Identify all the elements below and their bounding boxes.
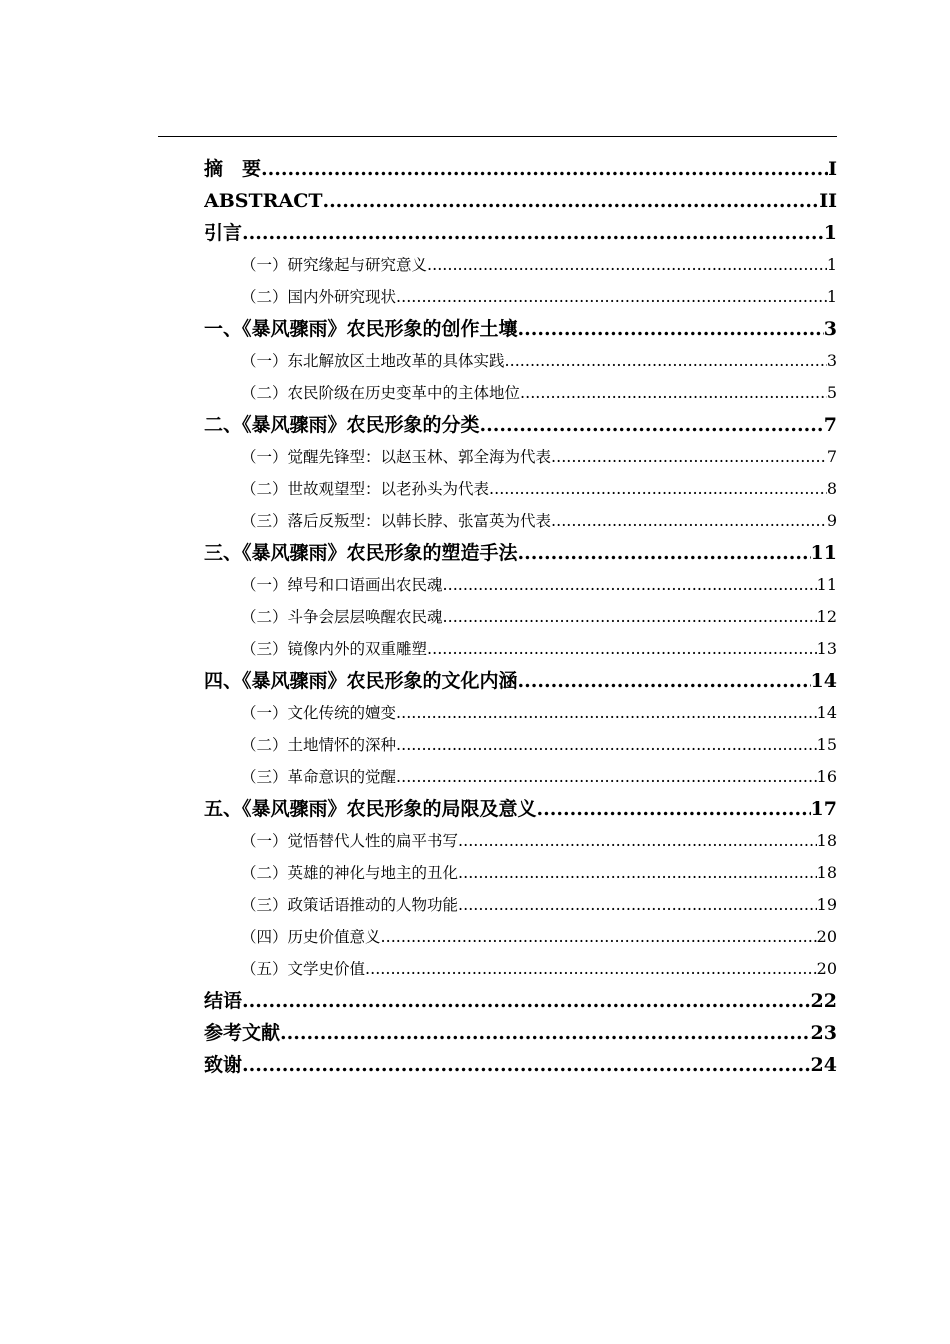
- toc-entry-page-number: 13: [816, 639, 837, 658]
- toc-entry-title: （一）研究缘起与研究意义: [241, 256, 428, 274]
- toc-leader-dots: [381, 921, 817, 953]
- toc-entry-section[interactable]: [204, 377, 837, 409]
- toc-entry-page-number: I: [828, 158, 837, 180]
- toc-entry-chapter[interactable]: [204, 1049, 837, 1081]
- toc-entry-section[interactable]: [204, 505, 837, 537]
- toc-entry-page-number: 5: [826, 383, 837, 402]
- toc-leader-dots: [242, 985, 811, 1017]
- toc-entry-page-number: 1: [826, 255, 837, 274]
- toc-entry-title: （五）文学史价值: [241, 960, 366, 978]
- toc-entry-page-number: 18: [816, 831, 837, 850]
- toc-leader-dots: [396, 281, 827, 313]
- toc-entry-page-number: 12: [816, 607, 837, 626]
- toc-entry-page-number: 9: [826, 511, 837, 530]
- toc-entry-section[interactable]: [204, 249, 837, 281]
- toc-entry-section[interactable]: [204, 569, 837, 601]
- toc-entry-section[interactable]: [204, 825, 837, 857]
- toc-entry-title: （一）觉醒先锋型：以赵玉林、郭全海为代表: [241, 448, 552, 466]
- toc-entry-chapter[interactable]: [204, 665, 837, 697]
- toc-entry-chapter[interactable]: [204, 793, 837, 825]
- toc-entry-chapter[interactable]: [204, 537, 837, 569]
- toc-entry-title: （三）革命意识的觉醒: [241, 768, 397, 786]
- toc-leader-dots: [480, 409, 824, 441]
- toc-entry-page-number: 11: [816, 575, 837, 594]
- toc-entry-title: （二）国内外研究现状: [241, 288, 397, 306]
- toc-entry-section[interactable]: [204, 473, 837, 505]
- toc-entry-page-number: 23: [810, 1022, 837, 1044]
- toc-leader-dots: [280, 1017, 811, 1049]
- toc-entry-chapter[interactable]: [204, 313, 837, 345]
- toc-entry-chapter[interactable]: [204, 185, 837, 217]
- toc-leader-dots: [458, 857, 817, 889]
- toc-entry-page-number: 24: [810, 1054, 837, 1076]
- toc-entry-title: （一）文化传统的嬗变: [241, 704, 397, 722]
- toc-entry-section[interactable]: [204, 345, 837, 377]
- toc-entry-title: 结语: [204, 990, 243, 1012]
- toc-entry-title: （一）东北解放区土地改革的具体实践: [241, 352, 505, 370]
- toc-entry-section[interactable]: [204, 761, 837, 793]
- toc-entry-chapter[interactable]: [204, 153, 837, 185]
- toc-entry-page-number: 15: [816, 735, 837, 754]
- toc-leader-dots: [505, 345, 827, 377]
- toc-leader-dots: [458, 825, 817, 857]
- toc-entry-page-number: 8: [826, 479, 837, 498]
- toc-leader-dots: [322, 185, 819, 217]
- toc-leader-dots: [365, 953, 817, 985]
- toc-entry-section[interactable]: [204, 921, 837, 953]
- toc-entry-section[interactable]: [204, 441, 837, 473]
- toc-entry-title: 一、《暴风骤雨》农民形象的创作土壤: [204, 318, 518, 340]
- toc-entry-page-number: 22: [810, 990, 837, 1012]
- toc-entry-page-number: 20: [816, 927, 837, 946]
- toc-leader-dots: [396, 761, 817, 793]
- toc-leader-dots: [458, 889, 817, 921]
- toc-entry-chapter[interactable]: [204, 1017, 837, 1049]
- toc-entry-page-number: 7: [823, 414, 837, 436]
- toc-leader-dots: [520, 377, 827, 409]
- toc-leader-dots: [443, 601, 817, 633]
- toc-entry-section[interactable]: [204, 281, 837, 313]
- toc-entry-title: （二）土地情怀的深种: [241, 736, 397, 754]
- toc-entry-title: 致谢: [204, 1054, 243, 1076]
- toc-entry-title: （二）农民阶级在历史变革中的主体地位: [241, 384, 521, 402]
- toc-leader-dots: [518, 665, 811, 697]
- toc-leader-dots: [427, 249, 827, 281]
- toc-entry-page-number: 18: [816, 863, 837, 882]
- toc-leader-dots: [489, 473, 827, 505]
- toc-entry-title: （三）落后反叛型：以韩长脖、张富英为代表: [241, 512, 552, 530]
- toc-leader-dots: [242, 1049, 811, 1081]
- toc-entry-page-number: 17: [810, 798, 837, 820]
- toc-entry-title: ABSTRACT: [204, 190, 323, 212]
- toc-leader-dots: [261, 153, 828, 185]
- toc-entry-chapter[interactable]: [204, 217, 837, 249]
- toc-entry-title: （四）历史价值意义: [241, 928, 381, 946]
- toc-entry-page-number: 19: [816, 895, 837, 914]
- toc-entry-page-number: II: [819, 190, 837, 212]
- toc-entry-title: （三）镜像内外的双重雕塑: [241, 640, 428, 658]
- toc-entry-page-number: 11: [810, 542, 837, 564]
- table-of-contents: [204, 153, 837, 1081]
- toc-leader-dots: [396, 697, 817, 729]
- toc-entry-title: （一）绰号和口语画出农民魂: [241, 576, 443, 594]
- toc-entry-page-number: 14: [816, 703, 837, 722]
- toc-entry-title: （三）政策话语推动的人物功能: [241, 896, 459, 914]
- toc-entry-page-number: 16: [816, 767, 837, 786]
- toc-entry-page-number: 3: [826, 351, 837, 370]
- toc-leader-dots: [518, 537, 811, 569]
- toc-entry-title: （二）英雄的神化与地主的丑化: [241, 864, 459, 882]
- toc-entry-section[interactable]: [204, 697, 837, 729]
- toc-entry-page-number: 3: [823, 318, 837, 340]
- toc-entry-section[interactable]: [204, 953, 837, 985]
- header-rule: [158, 136, 837, 137]
- toc-entry-chapter[interactable]: [204, 409, 837, 441]
- toc-entry-page-number: 1: [826, 287, 837, 306]
- toc-entry-title: 二、《暴风骤雨》农民形象的分类: [204, 414, 480, 436]
- toc-entry-title: 摘 要: [204, 158, 262, 180]
- toc-entry-section[interactable]: [204, 857, 837, 889]
- toc-leader-dots: [551, 505, 827, 537]
- toc-leader-dots: [427, 633, 817, 665]
- toc-entry-page-number: 20: [816, 959, 837, 978]
- toc-entry-page-number: 7: [826, 447, 837, 466]
- toc-entry-section[interactable]: [204, 601, 837, 633]
- toc-leader-dots: [537, 793, 811, 825]
- toc-entry-title: （二）世故观望型：以老孙头为代表: [241, 480, 490, 498]
- toc-entry-title: 参考文献: [204, 1022, 281, 1044]
- toc-entry-section[interactable]: [204, 633, 837, 665]
- toc-entry-title: 四、《暴风骤雨》农民形象的文化内涵: [204, 670, 518, 692]
- toc-entry-section[interactable]: [204, 889, 837, 921]
- toc-entry-page-number: 14: [810, 670, 837, 692]
- toc-leader-dots: [396, 729, 817, 761]
- toc-leader-dots: [551, 441, 827, 473]
- toc-entry-section[interactable]: [204, 729, 837, 761]
- toc-entry-title: 引言: [204, 222, 243, 244]
- toc-leader-dots: [518, 313, 824, 345]
- toc-entry-title: 五、《暴风骤雨》农民形象的局限及意义: [204, 798, 537, 820]
- toc-leader-dots: [242, 217, 824, 249]
- toc-entry-title: （二）斗争会层层唤醒农民魂: [241, 608, 443, 626]
- toc-entry-title: 三、《暴风骤雨》农民形象的塑造手法: [204, 542, 518, 564]
- toc-entry-title: （一）觉悟替代人性的扁平书写: [241, 832, 459, 850]
- toc-leader-dots: [443, 569, 817, 601]
- toc-entry-chapter[interactable]: [204, 985, 837, 1017]
- toc-entry-page-number: 1: [823, 222, 837, 244]
